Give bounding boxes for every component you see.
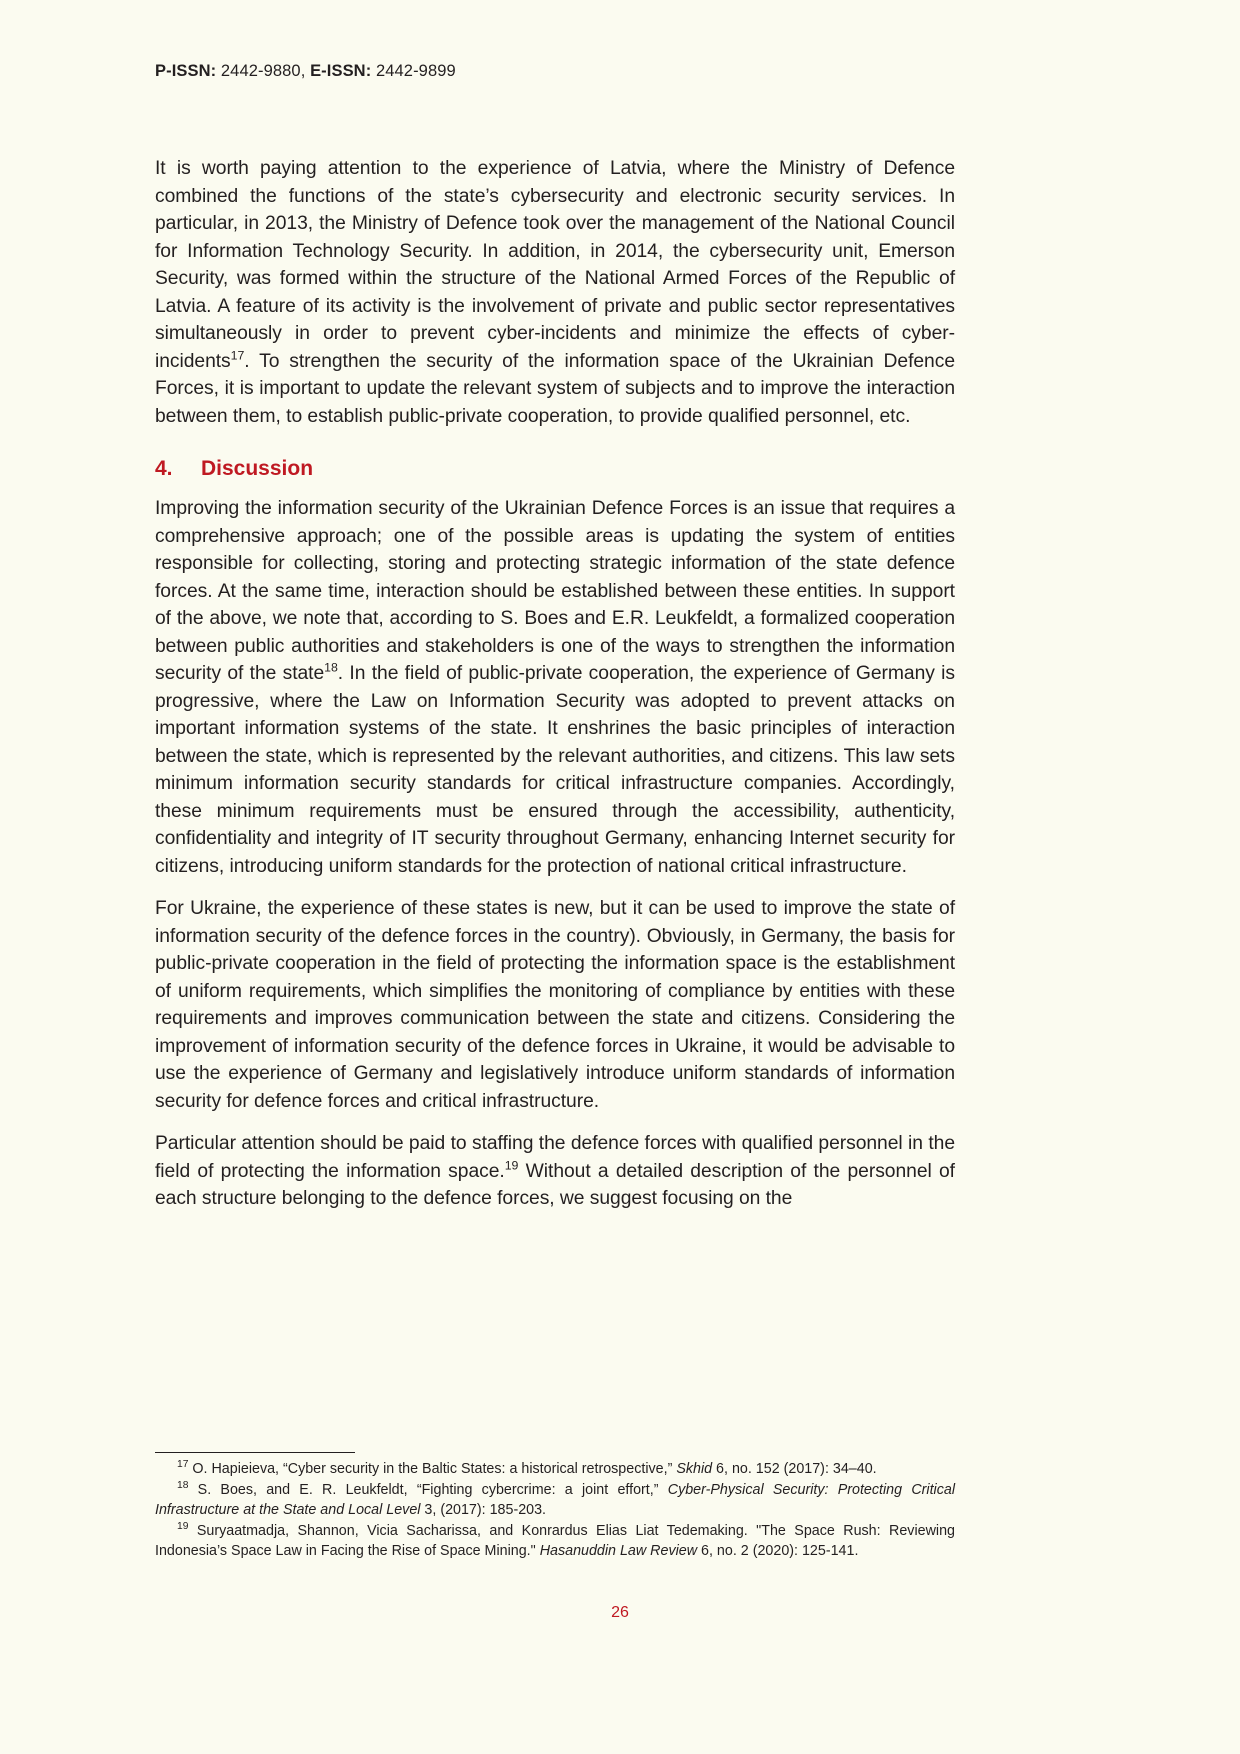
footnote-18-journal: Cyber-Physical Security: Protecting Critical Infrastructure at the State and Local Level (155, 1482, 956, 1518)
paragraph-for-ukraine: For Ukraine, the experience of these states is new, but it can be used to improve the state of information security of the defence forces in the country). Obviously, in Germany, the basis for public-private cooperation in the field of protecting the information space is the establishment of uniform requirements, which simplifies the monitoring of compliance by entities with these requirements and improves communication between the state and citizens. Considering the improvement of information security of the defence forces in Ukraine, it would be advisable to use the experience of Germany and legislatively introduce uniform standards of information security for defence forces and critical infrastructure. (155, 898, 955, 1112)
footnote-ref-18[interactable]: 18 (324, 660, 338, 675)
footnote-17-text-before: O. Hapieieva, “Cyber security in the Baltic States: a historical retrospective,” (188, 1461, 677, 1477)
paragraph-particular-text-a: Particular attention should be paid to staffing the defence forces with qualified personnel in the field of protecting the information space. (155, 1133, 955, 1182)
paragraph-particular-attention (155, 1130, 955, 1213)
footnote-17 (155, 1459, 955, 1479)
paragraph-latvia-text-a: It is worth paying attention to the experience of Latvia, where the Ministry of Defence combined the functions of the state’s cybersecurity and electronic security services. In particular, in 2013, the Ministry of Defence took over the management of the National Council for Information Technology Security. In addition, in 2014, the cybersecurity unit, Emerson Security, was formed within the structure of the National Armed Forces of the Republic of Latvia. A feature of its activity is the involvement of private and public sector representatives simultaneously in order to prevent cyber-incidents and minimize the effects of cyber-incidents (155, 158, 955, 372)
footnote-17-marker: 17 (177, 1459, 189, 1471)
footnote-19 (155, 1521, 955, 1561)
paragraph-particular-text-b: Without a detailed description of the personnel of each structure belonging to the defence forces, we suggest focusing on the (155, 1160, 955, 1209)
footnote-18 (155, 1480, 955, 1520)
footnote-19-journal: Hasanuddin Law Review (539, 1543, 698, 1559)
page-number: 26 (611, 1604, 629, 1621)
footnote-19-text-after: 6, no. 2 (2020): 125-141. (697, 1543, 859, 1559)
section-title: Discussion (201, 457, 314, 480)
running-header (155, 62, 456, 81)
footnote-ref-17[interactable]: 17 (230, 348, 245, 363)
section-heading-discussion (155, 457, 955, 481)
paragraph-improving-text-a: Improving the information security of the Ukrainian Defence Forces is an issue that requires a comprehensive approach; one of the possible areas is updating the system of entities responsible for collecting, storing and protecting strategic information of the state defence forces. At the same time, interaction should be established between these entities. In support of the above, we note that, according to S. Boes and E.R. Leukfeldt, a formalized cooperation between public authorities and stakeholders is one of the ways to strengthen the information security of the state (155, 498, 955, 684)
paragraph-latvia-text-b: . To strengthen the security of the information space of the Ukrainian Defence Forces, it is important to update the relevant system of subjects and to improve the interaction between them, to establish public-private cooperation, to provide qualified personnel, etc. (155, 350, 955, 427)
main-text-column (155, 155, 955, 1226)
footnote-separator-rule (155, 1452, 355, 1453)
paragraph-improving-security (155, 495, 955, 880)
footnote-19-text-before: Suryaatmadja, Shannon, Vicia Sacharissa, and Konrardus Elias Liat Tedemaking. "The Space Rush: Reviewing Indonesia’s Space Law in Facing the Rise of Space Mining." (155, 1523, 955, 1559)
p-issn-label: P-ISSN: (155, 62, 217, 80)
p-issn-value: 2442-9880, (216, 62, 311, 80)
footnote-18-text-before: S. Boes, and E. R. Leukfeldt, “Fighting cybercrime: a joint effort,” (188, 1482, 668, 1498)
footnote-18-text-after: 3, (2017): 185-203. (420, 1502, 547, 1518)
footnote-17-journal: Skhid (676, 1461, 713, 1477)
footnote-18-marker: 18 (177, 1480, 189, 1492)
e-issn-value: 2442-9899 (371, 62, 456, 80)
e-issn-label: E-ISSN: (310, 62, 372, 80)
paragraph-improving-text-b: . In the field of public-private cooperation, the experience of Germany is progressive, where the Law on Information Security was adopted to prevent attacks on important information systems of the state. It enshrines the basic principles of interaction between the state, which is represented by the relevant authorities, and citizens. This law sets minimum information security standards for critical infrastructure companies. Accordingly, these minimum requirements must be ensured through the accessibility, authenticity, confidentiality and integrity of IT security throughout Germany, enhancing Internet security for citizens, introducing uniform standards for the protection of national critical infrastructure. (155, 663, 955, 877)
footnote-ref-19[interactable]: 19 (504, 1158, 519, 1173)
paragraph-latvia (155, 155, 955, 430)
footnote-17-text-after: 6, no. 152 (2017): 34–40. (712, 1461, 877, 1477)
footnote-19-marker: 19 (177, 1521, 189, 1533)
section-number: 4. (155, 457, 173, 480)
footnotes-section (155, 1452, 955, 1562)
